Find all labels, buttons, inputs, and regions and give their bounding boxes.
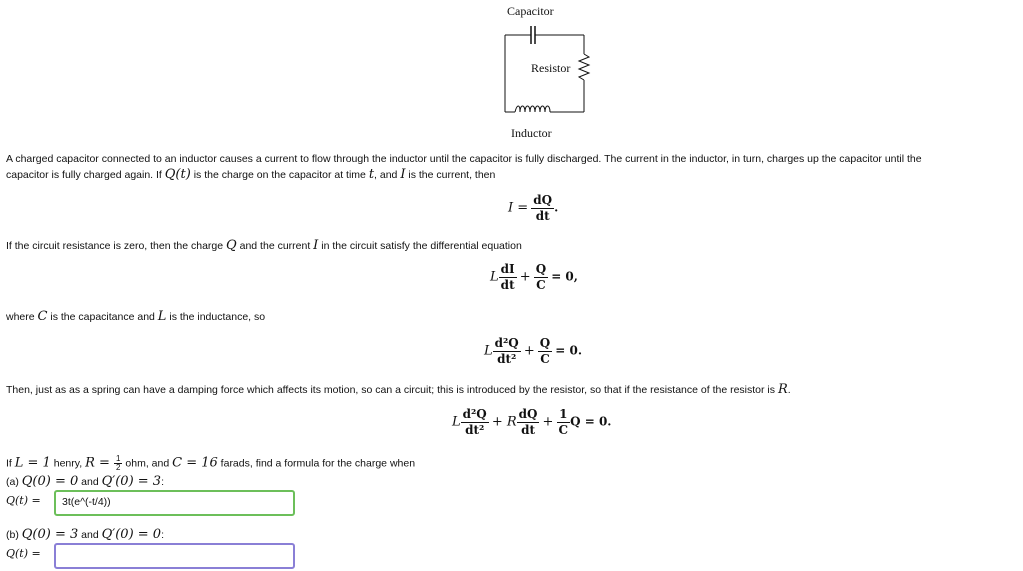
math-condition: Q′(0) = 3 xyxy=(101,474,162,489)
given-text: If xyxy=(6,457,15,470)
fraction-num: dQ xyxy=(533,193,553,207)
fraction-num: 1 xyxy=(557,407,571,423)
fraction-den: dt xyxy=(500,278,515,292)
fraction-num: d²Q xyxy=(462,407,487,421)
eq-end: Q = 0. xyxy=(570,414,612,429)
fraction-num: d²Q xyxy=(494,336,519,350)
fraction xyxy=(493,336,521,367)
eq-plus: + xyxy=(519,269,531,285)
math-l-value: L = 1 xyxy=(14,455,51,471)
fraction xyxy=(531,193,554,224)
para-text: is the inductance, so xyxy=(166,311,266,323)
fraction-num: Q xyxy=(535,262,547,276)
eq-lhs: I = xyxy=(508,200,529,216)
para-text: in the circuit satisfy the differential equation xyxy=(318,240,522,252)
fraction-den: C xyxy=(540,352,550,366)
resistor-zigzag xyxy=(579,54,589,80)
part-label: (a) xyxy=(6,476,22,488)
math-c: C xyxy=(37,309,48,324)
equation-current xyxy=(508,193,558,224)
eq-end: . xyxy=(554,200,559,215)
math-condition: Q(0) = 0 xyxy=(21,474,79,489)
math-l: L xyxy=(157,309,167,324)
para-text: Then, just as as a spring can have a damping force which affects its motion, so can a circuit; this is introduced by the resistor, so that if the resistance of the resistor is xyxy=(6,384,778,396)
part-text: and xyxy=(78,476,102,488)
capacitor-label: Capacitor xyxy=(507,4,554,18)
math-condition: Q′(0) = 0 xyxy=(101,527,162,542)
eq-l: L xyxy=(452,414,461,430)
fraction xyxy=(499,262,517,293)
eq-end: = 0. xyxy=(555,343,583,358)
math-i: I xyxy=(313,238,319,253)
math-q-t: Q(t) xyxy=(164,167,191,182)
para-resistance-zero xyxy=(6,238,522,254)
fraction xyxy=(517,407,540,438)
fraction-den: dt² xyxy=(497,352,517,366)
intro-text: is the current, then xyxy=(405,169,496,181)
part-text: and xyxy=(78,529,102,541)
fraction xyxy=(538,336,552,367)
fraction-den: 2 xyxy=(116,463,121,472)
math-q: Q xyxy=(226,238,237,253)
fraction-num: dI xyxy=(500,262,515,276)
part-a-conditions xyxy=(6,474,164,490)
fraction-den: C xyxy=(536,278,546,292)
part-b-conditions xyxy=(6,527,164,543)
part-a-answer-input[interactable]: 3t(e^(-t/4)) xyxy=(54,490,295,516)
given-text: farads, find a formula for the charge when xyxy=(217,457,416,470)
inductor-label: Inductor xyxy=(511,126,552,140)
resistor-label: Resistor xyxy=(531,61,571,75)
circuit-diagram xyxy=(477,4,594,138)
inductor-coil xyxy=(515,106,550,112)
given-values xyxy=(6,455,415,472)
intro-line-2 xyxy=(6,167,495,183)
para-text: where xyxy=(6,311,38,323)
part-label: (b) xyxy=(6,529,22,541)
eq-l: L xyxy=(490,269,499,285)
eq-plus-r: + R xyxy=(491,414,517,430)
part-b-answer-input[interactable] xyxy=(54,543,295,569)
math-c-value: C = 16 xyxy=(172,455,218,471)
para-text: and the current xyxy=(236,240,314,252)
fraction-num: dQ xyxy=(518,407,538,421)
math-t: t xyxy=(368,167,375,182)
equation-second-order xyxy=(484,336,582,367)
para-where xyxy=(6,309,265,325)
fraction-den: C xyxy=(558,423,569,437)
eq-end: = 0, xyxy=(551,269,578,284)
equation-rlc xyxy=(452,407,611,438)
math-i: I xyxy=(400,167,406,182)
equation-lc xyxy=(490,262,578,293)
fraction-den: dt² xyxy=(465,423,485,437)
fraction-num: Q xyxy=(539,336,551,350)
math-r: R xyxy=(777,382,788,397)
fraction-den: dt xyxy=(521,423,536,437)
fraction-num: 1 xyxy=(116,454,121,463)
math-condition: Q(0) = 3 xyxy=(21,527,79,542)
intro-text: is the charge on the capacitor at time xyxy=(190,169,369,181)
fraction-den: dt xyxy=(535,209,550,223)
fraction xyxy=(534,262,548,293)
intro-text: , and xyxy=(374,169,401,181)
part-text: : xyxy=(161,529,164,541)
eq-l: L xyxy=(484,343,493,359)
given-text: henry, xyxy=(50,457,86,470)
fraction xyxy=(557,407,571,438)
intro-text: capacitor is fully charged again. If xyxy=(6,169,165,181)
intro-line-1: A charged capacitor connected to an inductor causes a current to flow through the inductor until the capacitor is fully discharged. The current in the inductor, in turn, charges up the capacitor until the xyxy=(6,153,922,165)
math-r-value: R = xyxy=(85,455,115,471)
eq-plus: + xyxy=(523,343,535,359)
part-a-answer-label: Q(t) = xyxy=(6,494,41,507)
part-text: : xyxy=(161,476,164,488)
given-text: ohm, and xyxy=(122,457,173,470)
para-text: . xyxy=(787,384,791,396)
para-text: If the circuit resistance is zero, then the charge xyxy=(6,240,227,252)
para-text: is the capacitance and xyxy=(47,311,158,323)
eq-plus: + xyxy=(542,414,554,430)
part-b-answer-label: Q(t) = xyxy=(6,547,41,560)
para-damping xyxy=(6,382,791,398)
fraction xyxy=(461,407,489,438)
